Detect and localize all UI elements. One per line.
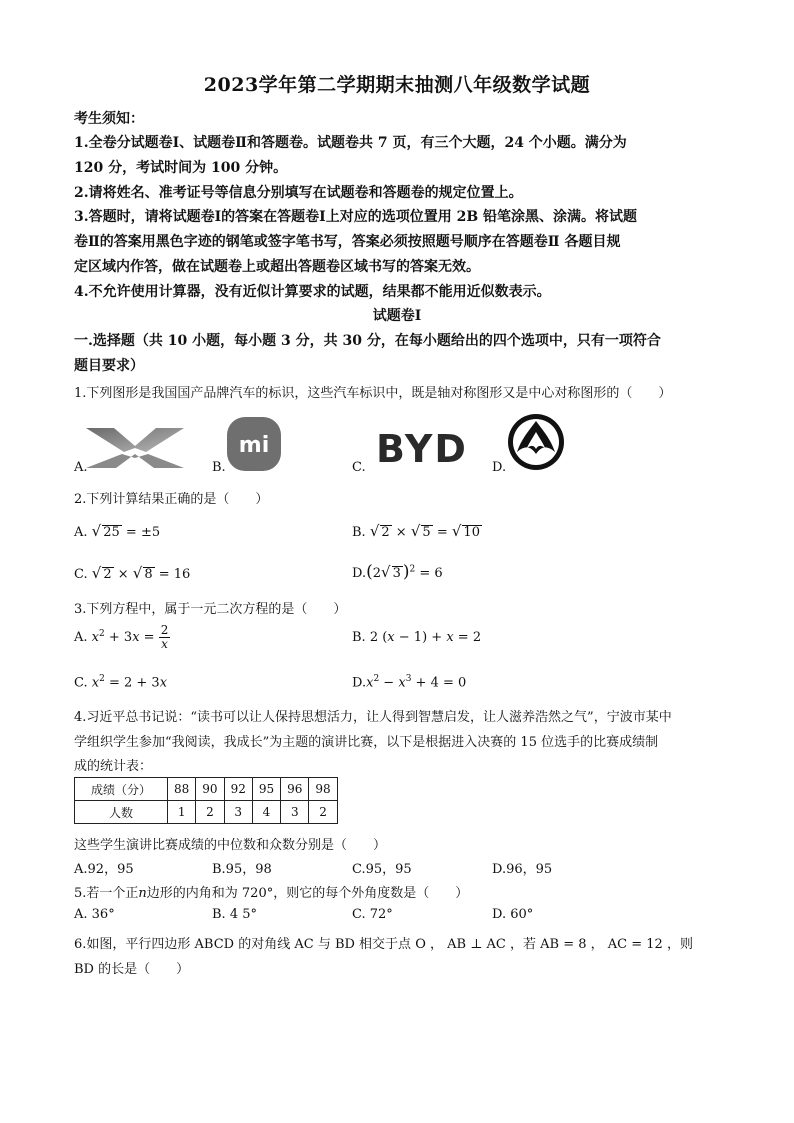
- q3-option-c: C. $x^2 = 2 + 3x$: [74, 674, 168, 691]
- notice-line-2: 120 分，考试时间为 100 分钟。: [74, 160, 288, 176]
- q5-option-a: A. 36°: [74, 907, 115, 922]
- table-cell: 2: [196, 801, 224, 824]
- xpeng-logo-icon: [84, 424, 186, 472]
- q5-option-c: C. 72°: [352, 907, 393, 922]
- notice-line-6: 定区域内作答，做在试题卷上或超出答题卷区域书写的答案无效。: [74, 259, 480, 275]
- q1-option-d-label: D.: [492, 460, 507, 475]
- notice-line-4: 3.答题时，请将试题卷Ⅰ的答案在答题卷Ⅰ上对应的选项位置用 2B 铅笔涂黑、涂满。将试题: [74, 209, 638, 225]
- dongfeng-logo-icon: [506, 412, 566, 472]
- q3-option-c-label: C.: [74, 675, 88, 691]
- byd-logo-text: BYD: [376, 428, 468, 468]
- table-row-header: 人数: [75, 801, 168, 824]
- table-cell: 2: [309, 801, 337, 824]
- q5-stem: 5.若一个正n边形的内角和为 720°，则它的每个外角度数是（ ）: [74, 886, 469, 901]
- q3-option-d-label: D.: [352, 675, 367, 691]
- table-cell: 92: [224, 778, 252, 801]
- radical-sign-icon: √: [369, 522, 380, 540]
- q4-option-d: D.96，95: [492, 862, 553, 877]
- xiaomi-logo-icon: [226, 416, 282, 472]
- table-cell: 90: [196, 778, 224, 801]
- radical-sign-icon: √: [91, 564, 102, 582]
- table-cell: 4: [252, 801, 280, 824]
- section-one-line-2: 题目要求）: [74, 358, 144, 374]
- q4-option-c: C.95，95: [352, 862, 412, 877]
- q6-line-1: 6.如图，平行四边形 ABCD 的对角线 AC 与 BD 相交于点 O ， AB ⊥ AC ，若 AB = 8 ， AC = 12 ，则: [74, 937, 693, 952]
- table-cell: 88: [168, 778, 196, 801]
- q4-line-1: 4.习近平总书记说：“读书可以让人保持思想活力，让人得到智慧启发，让人滋养浩然之气”，宁波市某中: [74, 710, 672, 725]
- q2-option-a-label: A.: [74, 525, 88, 540]
- table-cell: 3: [224, 801, 252, 824]
- q4-question: 这些学生演讲比赛成绩的中位数和众数分别是（ ）: [74, 838, 387, 853]
- table-cell: 98: [309, 778, 337, 801]
- q2-option-b: B. √ 2 × √ 5 = √ 10: [352, 522, 480, 540]
- q1-option-c-label: C.: [352, 460, 366, 475]
- q1-stem: 1.下列图形是我国国产品牌汽车的标识，这些汽车标识中，既是轴对称图形又是中心对称图形的（ ）: [74, 386, 672, 401]
- q2-stem: 2.下列计算结果正确的是（ ）: [74, 492, 269, 507]
- q2-option-c-label: C.: [74, 567, 88, 582]
- byd-logo-icon: [364, 428, 480, 468]
- table-cell: 96: [281, 778, 309, 801]
- q2-option-b-label: B.: [352, 525, 366, 540]
- table-cell: 95: [252, 778, 280, 801]
- q5-option-b: B. 4 5°: [212, 907, 257, 922]
- q4-line-3: 成的统计表：: [74, 759, 153, 774]
- table-row: [75, 778, 338, 801]
- q5-option-d: D. 60°: [492, 907, 534, 922]
- q3-option-a-label: A.: [74, 630, 88, 646]
- q3-option-d: $D.x^2 - x^3 + 4 = 0$: [352, 674, 467, 691]
- radical-sign-icon: √: [410, 522, 421, 540]
- notice-line-7: 4.不允许使用计算器，没有近似计算要求的试题，结果都不能用近似数表示。: [74, 284, 551, 300]
- q4-option-b: B.95，98: [212, 862, 272, 877]
- q1-option-a-label: A.: [74, 460, 88, 475]
- q2-option-d-label: D.: [352, 566, 367, 581]
- q3-stem: 3.下列方程中，属于一元二次方程的是（ ）: [74, 602, 347, 617]
- q2-option-a: A. √ 25 = ±5: [74, 522, 161, 540]
- radical-sign-icon: √: [451, 522, 462, 540]
- table-row: [75, 801, 338, 824]
- notice-line-3: 2.请将姓名、准考证号等信息分别填写在试题卷和答题卷的规定位置上。: [74, 185, 523, 201]
- q4-option-a: A.92，95: [74, 862, 134, 877]
- xiaomi-logo-text: mi: [238, 433, 270, 458]
- q2-option-c: C. √ 2 × √ 8 = 16: [74, 564, 191, 582]
- q6-line-2: BD 的长是（ ）: [74, 962, 190, 977]
- q3-option-b-label: B.: [352, 630, 366, 645]
- q2-option-d: D.(2√ 3 )$^2$ = 6: [352, 562, 443, 582]
- table-cell: 1: [168, 801, 196, 824]
- notice-heading: 考生须知：: [74, 111, 144, 127]
- section-title: 试题卷Ⅰ: [372, 308, 422, 324]
- table-row-header: 成绩（分）: [75, 778, 168, 801]
- table-cell: 3: [281, 801, 309, 824]
- page-title: 2023学年第二学期期末抽测八年级数学试题: [203, 74, 591, 96]
- radical-sign-icon: √: [91, 522, 102, 540]
- section-one-line-1: 一.选择题（共 10 小题，每小题 3 分，共 30 分，在每小题给出的四个选项中，只有一项符合: [74, 333, 661, 349]
- q1-option-b-label: B.: [212, 460, 226, 475]
- q4-line-2: 学组织学生参加“我阅读，我成长”为主题的演讲比赛，以下是根据进入决赛的 15 位选手的比赛成绩制: [74, 735, 659, 750]
- score-table: [74, 777, 338, 824]
- radical-sign-icon: √: [381, 563, 391, 581]
- q3-option-b: B. 2 (x − 1) + x = 2: [352, 630, 482, 645]
- q3-option-a: A. $x^2 + 3x$ = $\frac{2}{x}$: [74, 623, 169, 652]
- notice-line-1: 1.全卷分试题卷Ⅰ、试题卷Ⅱ和答题卷。试题卷共 7 页，有三个大题，24 个小题。满分为: [74, 135, 627, 151]
- radical-sign-icon: √: [132, 564, 143, 582]
- notice-line-5: 卷Ⅱ的答案用黑色字迹的钢笔或签字笔书写，答案必须按照题号顺序在答题卷Ⅱ 各题目规: [74, 234, 621, 250]
